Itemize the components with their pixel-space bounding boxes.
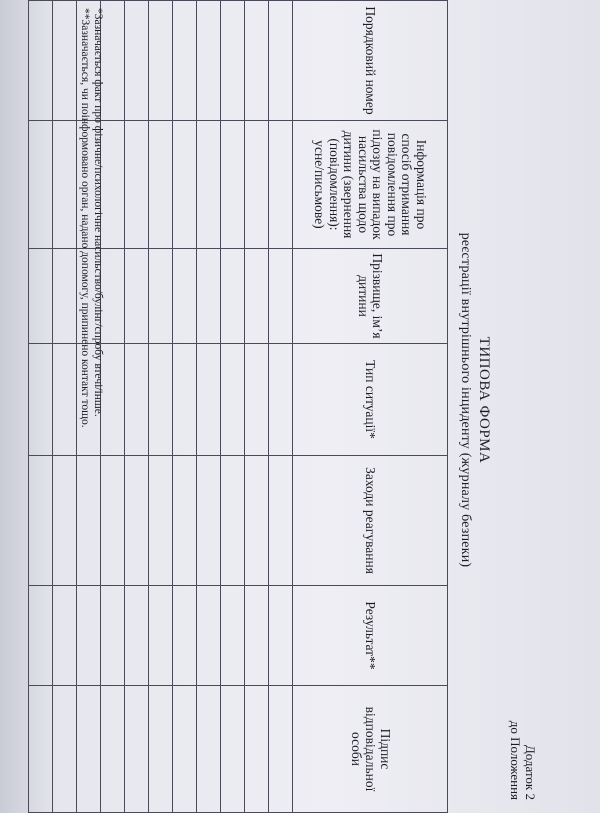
table-cell[interactable] <box>269 456 293 586</box>
table-row <box>29 1 53 813</box>
table-cell[interactable] <box>125 344 149 456</box>
table-cell[interactable] <box>125 249 149 344</box>
table-cell[interactable] <box>149 586 173 686</box>
table-cell[interactable] <box>101 1 125 121</box>
table-cell[interactable] <box>197 121 221 249</box>
table-cell[interactable] <box>149 1 173 121</box>
table-cell[interactable] <box>101 121 125 249</box>
table-cell[interactable] <box>29 586 53 686</box>
table-cell[interactable] <box>197 686 221 813</box>
annex-line-2: до Положення <box>508 720 523 800</box>
column-header-situation-type: Тип ситуації* <box>293 344 448 456</box>
table-cell[interactable] <box>197 344 221 456</box>
table-row <box>101 1 125 813</box>
table-cell[interactable] <box>173 1 197 121</box>
column-header-number: Порядковий номер <box>293 1 448 121</box>
table-cell[interactable] <box>29 456 53 586</box>
column-header-report-info: Інформація про спосіб отримання повідомлення про підозру на випадок насильства щодо дитини (звернення (повідомлення): усне/письмове) <box>293 121 448 249</box>
table-cell[interactable] <box>245 249 269 344</box>
table-row <box>173 1 197 813</box>
table-cell[interactable] <box>245 456 269 586</box>
table-cell[interactable] <box>125 586 149 686</box>
table-cell[interactable] <box>53 344 77 456</box>
table-cell[interactable] <box>53 121 77 249</box>
table-cell[interactable] <box>197 586 221 686</box>
table-row <box>53 1 77 813</box>
table-cell[interactable] <box>149 344 173 456</box>
table-cell[interactable] <box>173 249 197 344</box>
table-cell[interactable] <box>269 344 293 456</box>
table-cell[interactable] <box>245 344 269 456</box>
table-cell[interactable] <box>125 686 149 813</box>
table-cell[interactable] <box>53 249 77 344</box>
column-header-response-measures: Заходи реагування <box>293 456 448 586</box>
table-cell[interactable] <box>29 1 53 121</box>
footnote-2: **Зазначається, чи поінформовано орган, надано допомогу, припинено контакт тощо. <box>79 8 91 428</box>
table-cell[interactable] <box>101 344 125 456</box>
table-cell[interactable] <box>29 121 53 249</box>
table-cell[interactable] <box>101 249 125 344</box>
table-cell[interactable] <box>149 121 173 249</box>
table-cell[interactable] <box>173 586 197 686</box>
column-header-signature: Підпис відповідальної особи <box>293 686 448 813</box>
table-cell[interactable] <box>101 686 125 813</box>
table-cell[interactable] <box>245 1 269 121</box>
table-cell[interactable] <box>149 456 173 586</box>
table-cell[interactable] <box>221 586 245 686</box>
table-cell[interactable] <box>221 686 245 813</box>
table-cell[interactable] <box>125 456 149 586</box>
footnotes <box>78 8 104 428</box>
table-row <box>149 1 173 813</box>
table-cell[interactable] <box>197 1 221 121</box>
table-cell[interactable] <box>197 249 221 344</box>
annex-line-1: Додаток 2 <box>523 744 538 800</box>
table-cell[interactable] <box>221 1 245 121</box>
table-cell[interactable] <box>173 686 197 813</box>
table-cell[interactable] <box>221 344 245 456</box>
table-cell[interactable] <box>53 686 77 813</box>
table-cell[interactable] <box>77 456 101 586</box>
table-cell[interactable] <box>77 586 101 686</box>
table-row <box>221 1 245 813</box>
table-body <box>29 1 293 813</box>
table-cell[interactable] <box>101 586 125 686</box>
table-cell[interactable] <box>29 344 53 456</box>
footnote-1: *Зазначається факт про фізичне/психологічне насильство/булінг/спробу втечі/інше. <box>92 8 104 417</box>
table-cell[interactable] <box>77 686 101 813</box>
table-row <box>197 1 221 813</box>
table-cell[interactable] <box>53 1 77 121</box>
table-cell[interactable] <box>125 121 149 249</box>
table-cell[interactable] <box>269 1 293 121</box>
table-cell[interactable] <box>269 586 293 686</box>
annex-label <box>508 672 538 800</box>
form-title: ТИПОВА ФОРМА <box>476 336 492 464</box>
table-cell[interactable] <box>53 586 77 686</box>
table-cell[interactable] <box>173 456 197 586</box>
column-header-result: Результат** <box>293 586 448 686</box>
table-cell[interactable] <box>173 344 197 456</box>
table-cell[interactable] <box>173 121 197 249</box>
table-cell[interactable] <box>269 121 293 249</box>
table-cell[interactable] <box>245 586 269 686</box>
table-cell[interactable] <box>149 249 173 344</box>
table-cell[interactable] <box>29 686 53 813</box>
table-row <box>125 1 149 813</box>
table-cell[interactable] <box>269 686 293 813</box>
column-header-child-name: Прізвище, ім’я дитини <box>293 249 448 344</box>
table-cell[interactable] <box>269 249 293 344</box>
table-cell[interactable] <box>221 121 245 249</box>
table-header-row <box>293 1 448 813</box>
table-cell[interactable] <box>245 686 269 813</box>
table-row <box>245 1 269 813</box>
table-cell[interactable] <box>221 249 245 344</box>
table-cell[interactable] <box>125 1 149 121</box>
table-cell[interactable] <box>101 456 125 586</box>
table-cell[interactable] <box>149 686 173 813</box>
table-cell[interactable] <box>197 456 221 586</box>
table-cell[interactable] <box>29 249 53 344</box>
table-cell[interactable] <box>245 121 269 249</box>
table-row <box>269 1 293 813</box>
table-cell[interactable] <box>53 456 77 586</box>
form-subtitle: реєстрації внутрішнього інциденту (журналу безпеки) <box>458 232 473 568</box>
table-cell[interactable] <box>221 456 245 586</box>
